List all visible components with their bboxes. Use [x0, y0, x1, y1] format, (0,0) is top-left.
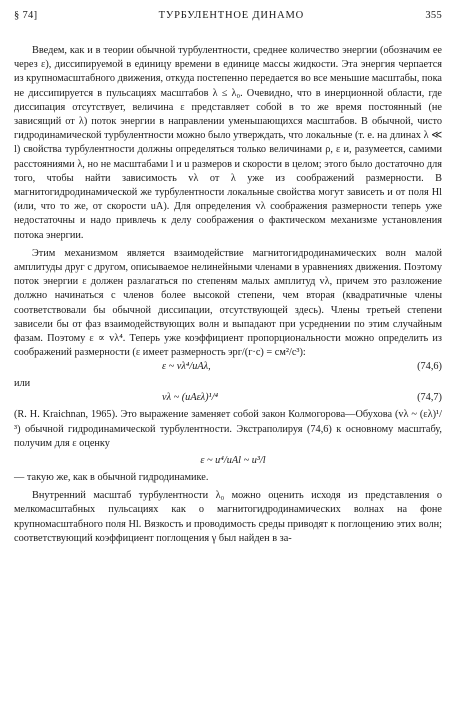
page-number: 355 [425, 10, 442, 21]
equation-estimate: ε ~ u⁴/uAl ~ u³/l [200, 455, 266, 467]
equation-74-7-number: (74,7) [417, 392, 442, 404]
or-label: или [14, 378, 31, 390]
running-header [14, 10, 442, 28]
paragraph-3: (R. H. Kraichnan, 1965). Это выражение заменяет собой закон Колмогорова—Обухова (vλ ~ (ελ)¹/³) обычной гидродинамической турбулентности. Экстраполируя (74,6) к основному масштабу, получим для ε оценку [14, 409, 442, 449]
running-title: ТУРБУЛЕНТНОЕ ДИНАМО [158, 10, 305, 21]
paragraph-1: Введем, как и в теории обычной турбулентности, среднее количество энергии (обозначим ее через ε), диссипируемой в единицу времени в единице массы жидкости. Эта энергия черпается из крупномасштабного движения, откуда постепенно передается во все меньшие масштабы, пока не диссипируется в пульсациях масштабов λ ≤ λ₀. Очевидно, что в инерционной области, где диссипация отсутствует, величина ε представляет собой в то же время постоянный (не зависящий от λ) поток энергии в направлении уменьшающихся масштабов. В обычной, чисто гидродинамической турбулентности можно было утверждать, что локальные (т. е. на длинах λ ≪ l) свойства турбулентности должны определяться только величинами ρ, ε и, разумеется, самими расстояниями λ, но не масштабами l и u размеров и скорости в целом; этого было достаточно для того, чтобы найти зависимость vλ от λ уже из соображений размерности. В магнитогидродинамической же турбулентности локальные свойства могут зависеть и от поля Hl (или, что то же, от скорости uA). Для определения vλ соображения размерности теперь уже недостаточны и надо привлечь к делу соображения о фактическом механизме установления потока энергии. [14, 45, 442, 241]
paragraph-4: — такую же, как в обычной гидродинамике. [14, 472, 209, 484]
equation-74-6-number: (74,6) [417, 361, 442, 373]
book-page [14, 10, 442, 546]
body-text [14, 44, 442, 546]
equation-74-6-body: ε ~ vλ⁴/uAλ, [162, 361, 211, 373]
equation-74-7 [14, 391, 442, 408]
paragraph-5: Внутренний масштаб турбулентности λ₀ можно оценить исходя из представления о мелкомасштабных пульсациях как о магнитогидродинамических волнах на фоне крупномасштабного поля Hl. Вязкость и проводимость среды приводят к поглощению этих волн; соответствующий коэффициент поглощения γ был найден в за- [14, 490, 442, 544]
equation-74-6 [14, 360, 442, 377]
paragraph-2: Этим механизмом является взаимодействие магнитогидродинамических волн малой амплитуды друг с другом, описываемое нелинейными членами в уравнениях движения. Поэтому поток энергии ε должен разлагаться по степеням малых амплитуд vλ, причем это разложение должно начинаться с членов более высокой степени, чем вторая (квадратичные члены соответствовали бы обычной диссипации, отсутствующей здесь). Члены третьей степени зависели бы от фаз взаимодействующих волн и выпадают при усреднении по этим случайным фазам. Поэтому ε ∝ vλ⁴. Теперь уже коэффициент пропорциональности можно определить из соображений размерности (ε имеет размерность эрг/(г·с) = см²/с³): [14, 247, 442, 359]
equation-74-7-body: vλ ~ (uAελ)¹/⁴ [162, 392, 219, 404]
section-marker: § 74] [14, 10, 38, 21]
